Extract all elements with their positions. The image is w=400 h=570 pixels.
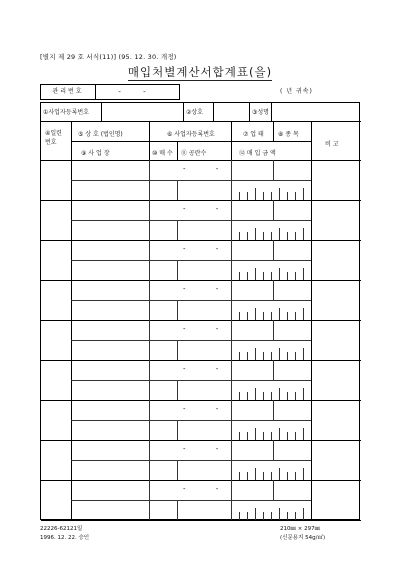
management-number-label: 관리번호: [41, 85, 96, 99]
amount-digit-divider: [255, 388, 256, 400]
amount-digit-divider: [271, 312, 272, 320]
col-count: ⑩ 매 수: [152, 150, 173, 157]
amount-digit-divider: [255, 428, 256, 440]
amount-digit-divider: [255, 188, 256, 200]
amount-digit-divider: [239, 232, 240, 240]
management-number-field[interactable]: - -: [118, 88, 156, 96]
amount-digit-divider: [287, 312, 288, 320]
amount-digit-divider: [303, 508, 304, 520]
amount-digit-divider: [279, 228, 280, 240]
amount-digit-divider: [263, 192, 264, 200]
divider: [149, 360, 150, 400]
divider: [271, 103, 272, 121]
amount-digit-divider: [271, 232, 272, 240]
biz-number-field[interactable]: - -: [183, 165, 233, 173]
divider: [149, 200, 150, 240]
divider: [149, 440, 150, 480]
col-item: ⑧ 종 목: [278, 131, 299, 138]
divider: [183, 103, 184, 121]
divider: [177, 500, 178, 520]
amount-digit-divider: [271, 392, 272, 400]
divider: [71, 141, 311, 142]
amount-digit-divider: [287, 392, 288, 400]
col-serial-number: ④일련 번호: [45, 130, 62, 146]
amount-digit-divider: [239, 512, 240, 520]
divider: [177, 260, 178, 280]
amount-digit-divider: [303, 428, 304, 440]
amount-digit-divider: [303, 268, 304, 280]
divider: [177, 180, 178, 200]
col-blank-count: ⑪ 공란수: [181, 150, 207, 157]
purchase-summary-table: [40, 102, 360, 520]
amount-digit-divider: [287, 232, 288, 240]
col-biz-registration-no: ⑥ 사업자등록번호: [167, 131, 215, 138]
amount-digit-divider: [295, 512, 296, 520]
form-reference: [별지 제 29 호 서식(11)] (95. 12. 30. 개정): [40, 53, 177, 61]
approval-date: 1996. 12. 22. 승인: [40, 535, 90, 541]
biz-number-field[interactable]: - -: [183, 245, 233, 253]
divider: [177, 141, 178, 160]
amount-digit-divider: [239, 432, 240, 440]
divider: [177, 300, 178, 320]
biz-number-field[interactable]: - -: [183, 285, 233, 293]
amount-digit-divider: [255, 348, 256, 360]
amount-digit-divider: [271, 272, 272, 280]
name-label: ③성명: [252, 109, 269, 116]
amount-digit-divider: [303, 188, 304, 200]
amount-digit-divider: [263, 512, 264, 520]
amount-digit-divider: [295, 392, 296, 400]
amount-digit-divider: [271, 192, 272, 200]
divider: [273, 320, 274, 340]
divider: [273, 240, 274, 260]
divider: [273, 160, 274, 180]
amount-digit-divider: [287, 352, 288, 360]
divider: [71, 460, 311, 461]
amount-digit-divider: [255, 268, 256, 280]
amount-digit-divider: [279, 388, 280, 400]
amount-digit-divider: [287, 472, 288, 480]
divider: [177, 460, 178, 480]
amount-digit-divider: [263, 312, 264, 320]
trade-name-label: ②상호: [186, 109, 203, 116]
amount-digit-divider: [303, 348, 304, 360]
amount-digit-divider: [247, 352, 248, 360]
divider: [273, 280, 274, 300]
management-number-box: [40, 84, 180, 100]
divider: [71, 260, 311, 261]
col-remarks: 비 고: [325, 141, 339, 148]
amount-digit-divider: [239, 472, 240, 480]
amount-digit-divider: [263, 352, 264, 360]
amount-digit-divider: [287, 192, 288, 200]
paper-size: 210㎜ × 297㎜: [280, 526, 321, 532]
amount-digit-divider: [279, 268, 280, 280]
biz-number-field[interactable]: - -: [183, 445, 233, 453]
amount-digit-divider: [295, 432, 296, 440]
divider: [71, 180, 311, 181]
divider: [249, 103, 250, 121]
divider: [273, 440, 274, 460]
divider: [71, 220, 311, 221]
amount-digit-divider: [295, 232, 296, 240]
amount-digit-divider: [279, 428, 280, 440]
divider: [41, 520, 361, 521]
amount-digit-divider: [263, 272, 264, 280]
divider: [101, 103, 102, 121]
amount-digit-divider: [279, 468, 280, 480]
divider: [41, 121, 361, 122]
amount-digit-divider: [295, 352, 296, 360]
amount-digit-divider: [295, 272, 296, 280]
amount-digit-divider: [279, 188, 280, 200]
divider: [213, 103, 214, 121]
col-workplace: ⑨ 사 업 장: [81, 150, 110, 157]
divider: [177, 380, 178, 400]
amount-digit-divider: [255, 228, 256, 240]
biz-number-field[interactable]: - -: [183, 325, 233, 333]
amount-digit-divider: [247, 512, 248, 520]
amount-digit-divider: [247, 312, 248, 320]
amount-digit-divider: [263, 432, 264, 440]
amount-digit-divider: [263, 232, 264, 240]
divider: [149, 400, 150, 440]
biz-number-field[interactable]: - -: [183, 405, 233, 413]
form-title-text: 매입처별계산서합계표(을): [127, 65, 273, 79]
amount-digit-divider: [239, 192, 240, 200]
divider: [177, 220, 178, 240]
amount-digit-divider: [263, 392, 264, 400]
amount-digit-divider: [247, 432, 248, 440]
divider: [71, 380, 311, 381]
amount-digit-divider: [247, 232, 248, 240]
divider: [71, 340, 311, 341]
amount-digit-divider: [247, 392, 248, 400]
divider: [177, 340, 178, 360]
amount-digit-divider: [295, 192, 296, 200]
divider: [273, 400, 274, 420]
amount-digit-divider: [287, 512, 288, 520]
divider: [71, 420, 311, 421]
amount-digit-divider: [255, 468, 256, 480]
divider: [149, 160, 150, 200]
divider: [149, 320, 150, 360]
amount-digit-divider: [295, 312, 296, 320]
biz-number-field[interactable]: - -: [183, 205, 233, 213]
amount-digit-divider: [295, 472, 296, 480]
amount-digit-divider: [287, 272, 288, 280]
amount-digit-divider: [279, 308, 280, 320]
amount-digit-divider: [247, 272, 248, 280]
amount-digit-divider: [255, 308, 256, 320]
divider: [149, 240, 150, 280]
amount-digit-divider: [247, 472, 248, 480]
form-title: [0, 64, 400, 80]
amount-digit-divider: [303, 388, 304, 400]
paper-type: (신문용지 54g/㎡): [280, 535, 326, 541]
amount-digit-divider: [279, 348, 280, 360]
amount-digit-divider: [303, 228, 304, 240]
amount-digit-divider: [255, 508, 256, 520]
divider: [311, 121, 312, 521]
amount-digit-divider: [263, 472, 264, 480]
amount-digit-divider: [247, 192, 248, 200]
amount-digit-divider: [239, 272, 240, 280]
biz-number-field[interactable]: - -: [183, 365, 233, 373]
col-business-type: ⑦ 업 태: [243, 131, 264, 138]
divider: [149, 280, 150, 320]
amount-digit-divider: [239, 352, 240, 360]
divider: [149, 480, 150, 520]
divider: [273, 121, 274, 141]
divider: [71, 300, 311, 301]
divider: [273, 360, 274, 380]
biz-number-field[interactable]: - -: [183, 485, 233, 493]
form-code: 22226-62121일: [40, 526, 83, 532]
divider: [177, 420, 178, 440]
col-trade-name: ⑤ 상 호 (법인명): [78, 131, 123, 138]
divider: [71, 500, 311, 501]
amount-digit-divider: [271, 472, 272, 480]
attribution-year-field[interactable]: ( 년 귀속): [280, 88, 313, 95]
amount-digit-divider: [303, 308, 304, 320]
divider: [273, 200, 274, 220]
amount-digit-divider: [271, 432, 272, 440]
amount-digit-divider: [271, 512, 272, 520]
amount-digit-divider: [279, 508, 280, 520]
amount-digit-divider: [303, 468, 304, 480]
amount-digit-divider: [287, 432, 288, 440]
divider: [273, 480, 274, 500]
amount-digit-divider: [271, 352, 272, 360]
amount-digit-divider: [239, 312, 240, 320]
biz-no-label: ①사업자등록번호: [43, 109, 89, 116]
col-purchase-amount: ⑫ 매 입 금 액: [239, 150, 276, 157]
amount-digit-divider: [239, 392, 240, 400]
